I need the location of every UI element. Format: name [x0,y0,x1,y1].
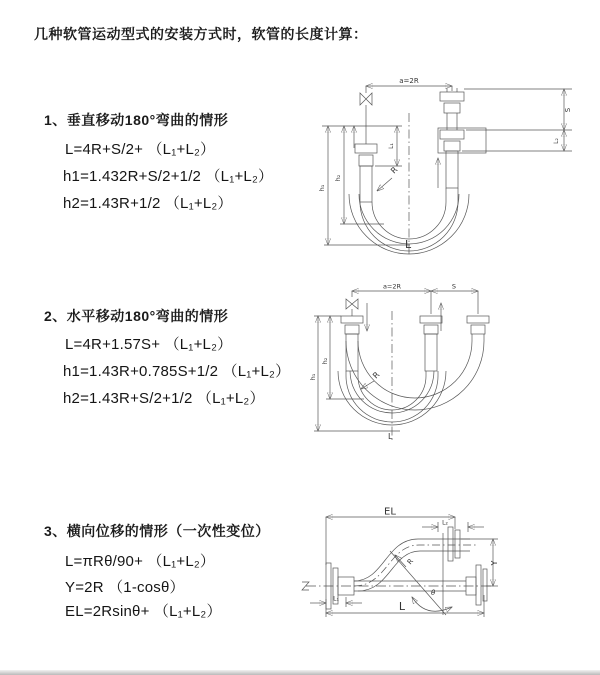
dim-label-l1: L₁ [333,595,339,603]
section3-formula-EL: EL=2Rsinθ+ （L₁+L₂） [65,603,222,620]
dim-label-h2: h₂ [321,357,329,365]
page-title: 几种软管运动型式的安装方式时，软管的长度计算： [34,26,368,42]
dim-label-l1: L₁ [388,143,395,149]
flange-right-lower [440,130,464,139]
flange-right-upper [440,92,464,101]
flange-left [355,144,377,153]
dim-label-h2: h₂ [334,174,342,182]
dim-label-l2: L₂ [553,138,560,144]
flange-right [467,316,489,323]
dim-label-a2r: a=2R [399,77,419,85]
dim-label-l2: L₂ [442,519,448,527]
section2-formula-h2: h2=1.43R+S/2+1/2 （L₁+L₂） [63,390,265,407]
dim-label-el: EL [384,506,396,518]
section3-heading: 3、横向位移的情形（一次性变位） [44,523,270,539]
section3-formula-L: L=πRθ/90+ （L₁+L₂） [65,553,216,570]
section1-formula-h1: h1=1.432R+S/2+1/2 （L₁+L₂） [63,168,274,185]
length-label: L [405,238,412,251]
section1-heading: 1、垂直移动180°弯曲的情形 [44,112,229,128]
valve-icon [346,299,358,309]
braided-hose-left [346,334,358,371]
section1-formula-h2: h2=1.43R+1/2 （L₁+L₂） [63,195,233,212]
radius-label: R [371,370,382,381]
braided-hose-middle [425,334,437,371]
dim-label-a2r: a=2R [382,282,402,291]
flange-middle [420,316,442,323]
length-label: L [398,600,406,613]
section3-formula-Y: Y=2R （1-cosθ） [65,579,185,596]
section1-formula-L: L=4R+S/2+ （L₁+L₂） [65,141,216,158]
section2-heading: 2、水平移动180°弯曲的情形 [44,308,229,324]
diagram-horizontal-180-bend [308,281,600,449]
diagram-vertical-180-bend [314,68,586,260]
flange-right [476,565,481,605]
radius-label: R [389,165,400,176]
dim-label-s: S [451,282,457,291]
section2-formula-L: L=4R+1.57S+ （L₁+L₂） [65,336,233,353]
length-label: L [388,432,393,441]
flange-displaced [448,527,453,561]
dim-label-h1: h₁ [318,184,326,192]
dim-label-y: Y [490,560,499,566]
radius-label: R [405,557,416,567]
section2-formula-h1: h1=1.43R+0.785S+1/2 （L₁+L₂） [63,363,291,380]
page-bottom-edge [0,670,600,675]
valve-icon [360,93,372,105]
flange-left [341,316,363,323]
diagram-lateral-displacement [298,503,598,651]
dim-label-s: S [564,107,572,113]
braided-hose-left [360,166,372,202]
angle-label: θ [431,589,436,597]
dim-label-h1: h₁ [309,373,317,381]
braided-hose-right [446,151,458,188]
